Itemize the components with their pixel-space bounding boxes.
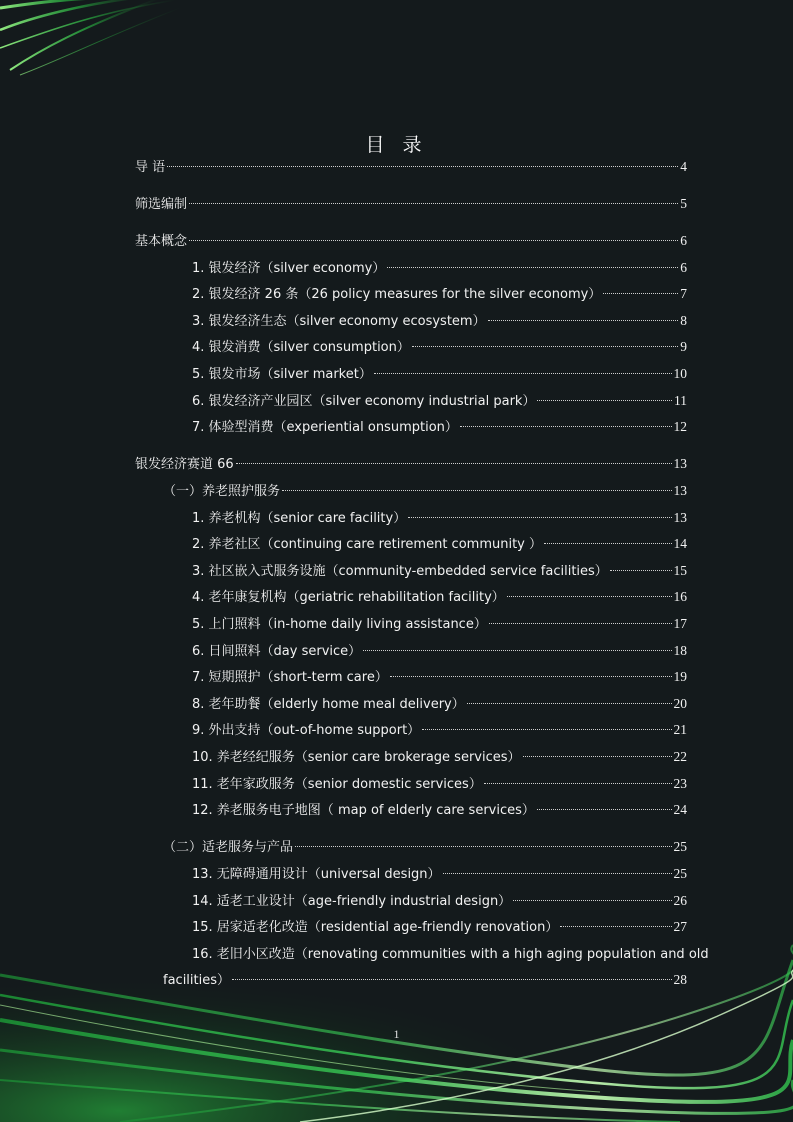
dot-leader	[523, 756, 672, 757]
dot-leader	[603, 293, 678, 294]
toc-entry[interactable]	[192, 615, 687, 634]
dot-leader	[484, 783, 672, 784]
toc-entry[interactable]	[192, 588, 687, 607]
toc-entry-page: 22	[673, 749, 687, 764]
toc-entry[interactable]	[192, 668, 687, 687]
toc-entry-label: 2. 养老社区（continuing care retirement community ）	[192, 537, 542, 552]
toc-entry-label: （二）适老服务与产品	[163, 840, 294, 855]
dot-leader	[412, 346, 678, 347]
toc-entry[interactable]	[192, 259, 687, 278]
toc-entry[interactable]	[163, 482, 687, 501]
dot-leader	[232, 979, 671, 980]
toc-entry-label: 12. 养老服务电子地图（ map of elderly care services）	[192, 803, 535, 818]
toc-entry-16-first-line[interactable]	[192, 945, 709, 964]
toc-entry[interactable]	[135, 232, 687, 251]
dot-leader	[167, 166, 678, 167]
toc-entry-label: 4. 银发消费（silver consumption）	[192, 340, 410, 355]
toc-entry-page: 17	[673, 616, 687, 631]
toc-entry-label: 7. 短期照护（short-term care）	[192, 670, 388, 685]
toc-entry-label: 5. 银发市场（silver market）	[192, 367, 372, 382]
toc-entry[interactable]	[192, 918, 687, 937]
dot-leader	[488, 320, 679, 321]
toc-entry[interactable]	[192, 801, 687, 820]
dot-leader	[236, 463, 672, 464]
dot-leader	[513, 900, 671, 901]
page-number: 1	[393, 1027, 400, 1041]
toc-entry[interactable]	[135, 158, 687, 177]
toc-entry-label: 1. 养老机构（senior care facility）	[192, 511, 407, 526]
dot-leader	[560, 926, 671, 927]
toc-entry-page: 6	[680, 260, 687, 275]
toc-entry[interactable]	[163, 971, 687, 990]
toc-entry-label: 16. 老旧小区改造（renovating communities with a high aging population and old	[192, 947, 709, 962]
toc-entry-page: 28	[673, 972, 687, 987]
toc-entry[interactable]	[135, 455, 687, 474]
toc-entry[interactable]	[135, 195, 687, 214]
toc-entry-label: 3. 社区嵌入式服务设施（community-embedded service facilities）	[192, 564, 608, 579]
dot-leader	[507, 596, 672, 597]
toc-entry-label: 6. 银发经济产业园区（silver economy industrial park）	[192, 394, 536, 409]
dot-leader	[295, 846, 671, 847]
dot-leader	[363, 650, 671, 651]
toc-entry-page: 13	[673, 456, 687, 471]
dot-leader	[537, 809, 672, 810]
toc-entry-label: 4. 老年康复机构（geriatric rehabilitation facility）	[192, 590, 505, 605]
toc-entry-page: 7	[680, 286, 687, 301]
dot-leader	[489, 623, 672, 624]
dot-leader	[189, 240, 678, 241]
toc-entry[interactable]	[192, 892, 687, 911]
toc-entry-page: 15	[673, 563, 687, 578]
dot-leader	[374, 373, 672, 374]
toc-entry-page: 8	[680, 313, 687, 328]
toc-entry-label: 15. 居家适老化改造（residential age-friendly renovation）	[192, 920, 559, 935]
toc-entry[interactable]	[192, 642, 687, 661]
toc-entry-page: 6	[680, 233, 687, 248]
dot-leader	[387, 267, 678, 268]
toc-entry[interactable]	[192, 721, 687, 740]
dot-leader	[610, 570, 672, 571]
toc-entry-label: 银发经济赛道 66	[135, 457, 234, 472]
toc-entry[interactable]	[192, 748, 687, 767]
dot-leader	[422, 729, 671, 730]
toc-entry-label: （一）养老照护服务	[163, 484, 281, 499]
toc-entry-page: 26	[673, 893, 687, 908]
toc-entry[interactable]	[163, 838, 687, 857]
toc-entry-label: 14. 适老工业设计（age-friendly industrial design）	[192, 894, 512, 909]
toc-entry[interactable]	[192, 535, 687, 554]
dot-leader	[537, 400, 672, 401]
toc-entry-label: 6. 日间照料（day service）	[192, 644, 362, 659]
dot-leader	[460, 426, 672, 427]
toc-entry-page: 21	[673, 722, 687, 737]
toc-entry-page: 25	[673, 839, 687, 854]
toc-entry-label: 基本概念	[135, 234, 188, 249]
toc-entry-page: 24	[673, 802, 687, 817]
toc-entry-label: 11. 老年家政服务（senior domestic services）	[192, 777, 482, 792]
toc-entry[interactable]	[192, 392, 687, 411]
toc-entry-label: facilities）	[163, 973, 231, 988]
top-light-streaks	[0, 0, 180, 75]
toc-entry-page: 27	[673, 919, 687, 934]
toc-entry-page: 12	[673, 419, 687, 434]
toc-entry-page: 11	[674, 393, 687, 408]
dot-leader	[408, 517, 671, 518]
toc-title: 目 录	[365, 134, 428, 156]
toc-entry-label: 5. 上门照料（in-home daily living assistance）	[192, 617, 487, 632]
toc-entry[interactable]	[192, 865, 687, 884]
dot-leader	[189, 203, 678, 204]
toc-entry-label: 筛选编制	[135, 197, 188, 212]
dot-leader	[443, 873, 672, 874]
toc-entry-label: 9. 外出支持（out-of-home support）	[192, 723, 421, 738]
toc-entry-page: 19	[673, 669, 687, 684]
toc-entry-label: 1. 银发经济（silver economy）	[192, 261, 386, 276]
toc-entry-page: 14	[673, 536, 687, 551]
toc-entry-label: 8. 老年助餐（elderly home meal delivery）	[192, 697, 465, 712]
toc-entry-page: 9	[680, 339, 687, 354]
toc-entry-label: 7. 体验型消费（experiential onsumption）	[192, 420, 458, 435]
dot-leader	[282, 490, 671, 491]
toc-entry-label: 10. 养老经纪服务（senior care brokerage services）	[192, 750, 521, 765]
toc-entry-label: 2. 银发经济 26 条（26 policy measures for the silver economy）	[192, 287, 602, 302]
toc-entry[interactable]	[192, 509, 687, 528]
toc-entry-page: 4	[680, 159, 687, 174]
dot-leader	[467, 703, 672, 704]
toc-entry-label: 13. 无障碍通用设计（universal design）	[192, 867, 441, 882]
toc-entry-page: 25	[673, 866, 687, 881]
toc-entry-page: 13	[673, 483, 687, 498]
toc-entry-page: 16	[673, 589, 687, 604]
toc-entry-page: 18	[673, 643, 687, 658]
dot-leader	[544, 543, 672, 544]
toc-entry[interactable]	[192, 418, 687, 437]
toc-entry-page: 23	[673, 776, 687, 791]
toc-entry-page: 20	[673, 696, 687, 711]
toc-entry-page: 10	[673, 366, 687, 381]
toc-entry-page: 5	[680, 196, 687, 211]
toc-entry[interactable]	[192, 695, 687, 714]
toc-entry-label: 导 语	[135, 160, 166, 175]
toc-entry-label: 3. 银发经济生态（silver economy ecosystem）	[192, 314, 486, 329]
toc-entry[interactable]	[192, 338, 687, 357]
toc-entry[interactable]	[192, 562, 687, 581]
toc-entry[interactable]	[192, 312, 687, 331]
dot-leader	[390, 676, 672, 677]
toc-entry[interactable]	[192, 365, 687, 384]
toc-entry[interactable]	[192, 775, 687, 794]
toc-entry[interactable]	[192, 285, 687, 304]
toc-entry-page: 13	[673, 510, 687, 525]
